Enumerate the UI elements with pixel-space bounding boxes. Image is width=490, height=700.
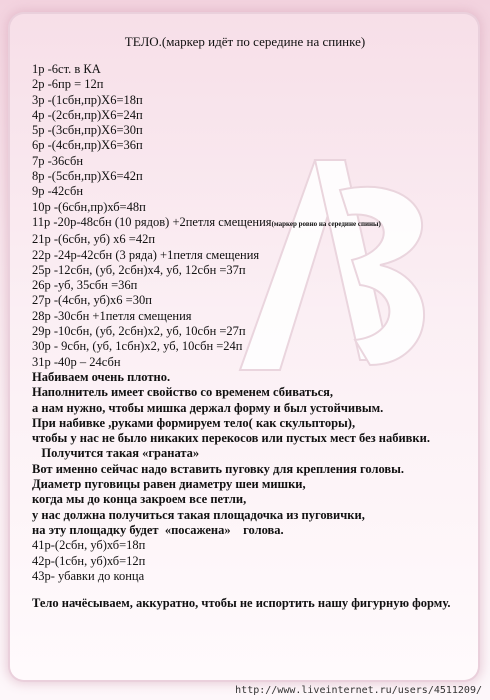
page-title: ТЕЛО.(маркер идёт по середине на спинке) <box>124 34 366 49</box>
paragraph-line: При набивке ,руками формируем тело( как скульпторы), <box>32 415 356 430</box>
paragraph-line: Вот именно сейчас надо вставить пуговку для крепления головы. <box>32 461 405 476</box>
pattern-row: 9р -42сбн <box>32 184 84 199</box>
pattern-row: 6р -(4сбн,пр)Х6=36п <box>32 138 143 153</box>
pattern-row: 42р-(1сбн, уб)хб=12п <box>32 553 146 568</box>
pattern-row: 43р- убавки до конца <box>32 568 145 583</box>
paragraph-line: Диаметр пуговицы равен диаметру шеи мишки, <box>32 477 306 492</box>
paragraph-line: у нас должна получиться такая площадочка из пуговички, <box>32 507 365 522</box>
pattern-row: 4р -(2сбн,пр)Х6=24п <box>32 107 143 122</box>
pattern-row: 25р -12сбн, (уб, 2сбн)х4, уб, 12сбн =37п <box>32 262 246 277</box>
paragraph-line: Наполнитель имеет свойство со временем сбиваться, <box>32 385 334 400</box>
pattern-row: 5р -(3сбн,пр)Х6=30п <box>32 123 143 138</box>
pattern-row: 27р -(4сбн, уб)х6 =30п <box>32 293 152 308</box>
pattern-row: 8р -(5сбн,пр)Х6=42п <box>32 169 143 184</box>
pattern-row: 41р-(2сбн, уб)хб=18п <box>32 538 146 553</box>
paragraph-line: а нам нужно, чтобы мишка держал форму и был устойчивым. <box>32 400 384 415</box>
pattern-row: 26р -уб, 35сбн =36п <box>32 278 138 293</box>
pattern-row: 10р -(6сбн,пр)хб=48п <box>32 199 146 214</box>
pattern-row: 31р -40р – 24сбн <box>32 354 121 369</box>
pattern-row: 7р -36сбн <box>32 153 84 168</box>
pattern-row: 29р -10сбн, (уб, 2сбн)х2, уб, 10сбн =27п <box>32 324 246 339</box>
pattern-row: 30р - 9сбн, (уб, 1сбн)х2, уб, 10сбн =24п <box>32 339 243 354</box>
pattern-row: 1р -6ст. в КА <box>32 62 101 76</box>
pattern-row: 11р -20р-48сбн (10 рядов) +2петля смещения(маркер ровно на середине спины) <box>32 214 381 229</box>
paragraph-line: чтобы у нас не было никаких перекосов или пустых мест без набивки. <box>32 431 430 446</box>
paragraph-line: когда мы до конца закроем все петли, <box>32 492 247 507</box>
pattern-row: 2р -6пр = 12п <box>32 77 104 92</box>
pattern-row: 21р -(6сбн, уб) х6 =42п <box>32 232 156 247</box>
marker-note: (маркер ровно на середине спины) <box>271 219 381 228</box>
pattern-row: 28р -30сбн +1петля смещения <box>32 308 192 323</box>
final-line: Тело начёсываем, аккуратно, чтобы не испортить нашу фигурную форму. <box>32 596 451 611</box>
source-url[interactable]: http://www.liveinternet.ru/users/4511209/ <box>235 685 482 696</box>
pattern-text <box>32 62 472 611</box>
pattern-row: 3р -(1сбн,пр)Х6=18п <box>32 92 143 107</box>
paragraph-line: на эту площадку будет «посажена» голова. <box>32 522 284 537</box>
pattern-row: 22р -24р-42сбн (3 ряда) +1петля смещения <box>32 247 260 262</box>
paragraph-line: Набиваем очень плотно. <box>32 369 171 384</box>
paragraph-line: Получится такая «граната» <box>32 446 200 461</box>
